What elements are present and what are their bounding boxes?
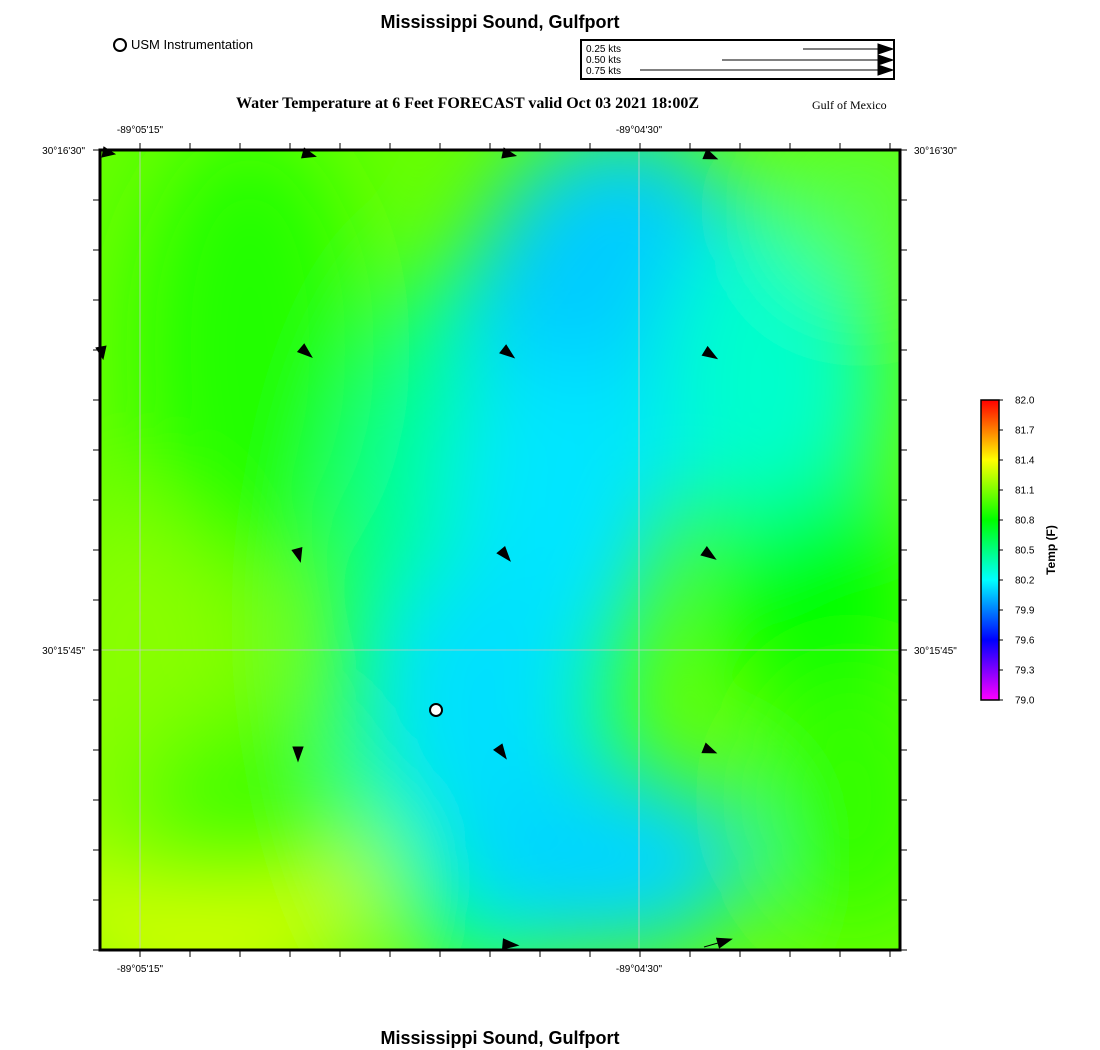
colorbar-tick-label: 79.3 <box>1015 665 1035 677</box>
colorbar-tick-label: 79.9 <box>1015 605 1035 617</box>
lon-label-bottom-1: -89°05'15" <box>116 964 164 975</box>
lat-label-left-1: 30°16'30" <box>42 146 85 157</box>
station-marker[interactable] <box>430 704 442 716</box>
temperature-field <box>20 130 940 1000</box>
colorbar-tick-label: 80.5 <box>1015 545 1035 557</box>
colorbar-ramp <box>981 400 999 700</box>
lat-label-right-2: 30°15'45" <box>914 646 957 657</box>
colorbar-label: Temp (F) <box>1044 525 1058 575</box>
lon-label-bottom-2: -89°04'30" <box>615 964 663 975</box>
vector-scale-label-2: 0.50 kts <box>586 55 622 66</box>
plot-title: Water Temperature at 6 Feet FORECAST valid Oct 03 2021 18:00Z <box>236 95 700 112</box>
map-title-bottom: Mississippi Sound, Gulfport <box>380 1028 620 1048</box>
map-title-top: Mississippi Sound, Gulfport <box>380 12 620 32</box>
colorbar-tick-label: 80.8 <box>1015 515 1035 527</box>
colorbar-tick-label: 79.6 <box>1015 635 1035 647</box>
lat-label-left-2: 30°15'45" <box>42 646 85 657</box>
vector-scale-label-3: 0.75 kts <box>586 66 622 77</box>
colorbar-tick-label: 81.1 <box>1015 485 1035 497</box>
lon-label-top-1: -89°05'15" <box>116 125 164 136</box>
colorbar <box>981 396 1058 707</box>
colorbar-tick-label: 82.0 <box>1015 395 1035 407</box>
lon-label-top-2: -89°04'30" <box>615 125 663 136</box>
colorbar-tick-label: 81.4 <box>1015 455 1035 467</box>
lat-label-right-1: 30°16'30" <box>914 146 957 157</box>
vector-scale-legend <box>581 40 894 79</box>
vector-scale-label-1: 0.25 kts <box>586 44 622 55</box>
region-label: Gulf of Mexico <box>812 98 887 112</box>
colorbar-ticks <box>999 396 1035 707</box>
colorbar-tick-label: 80.2 <box>1015 575 1035 587</box>
colorbar-tick-label: 81.7 <box>1015 425 1035 437</box>
colorbar-tick-label: 79.0 <box>1015 695 1035 707</box>
station-legend-label: USM Instrumentation <box>131 37 254 52</box>
